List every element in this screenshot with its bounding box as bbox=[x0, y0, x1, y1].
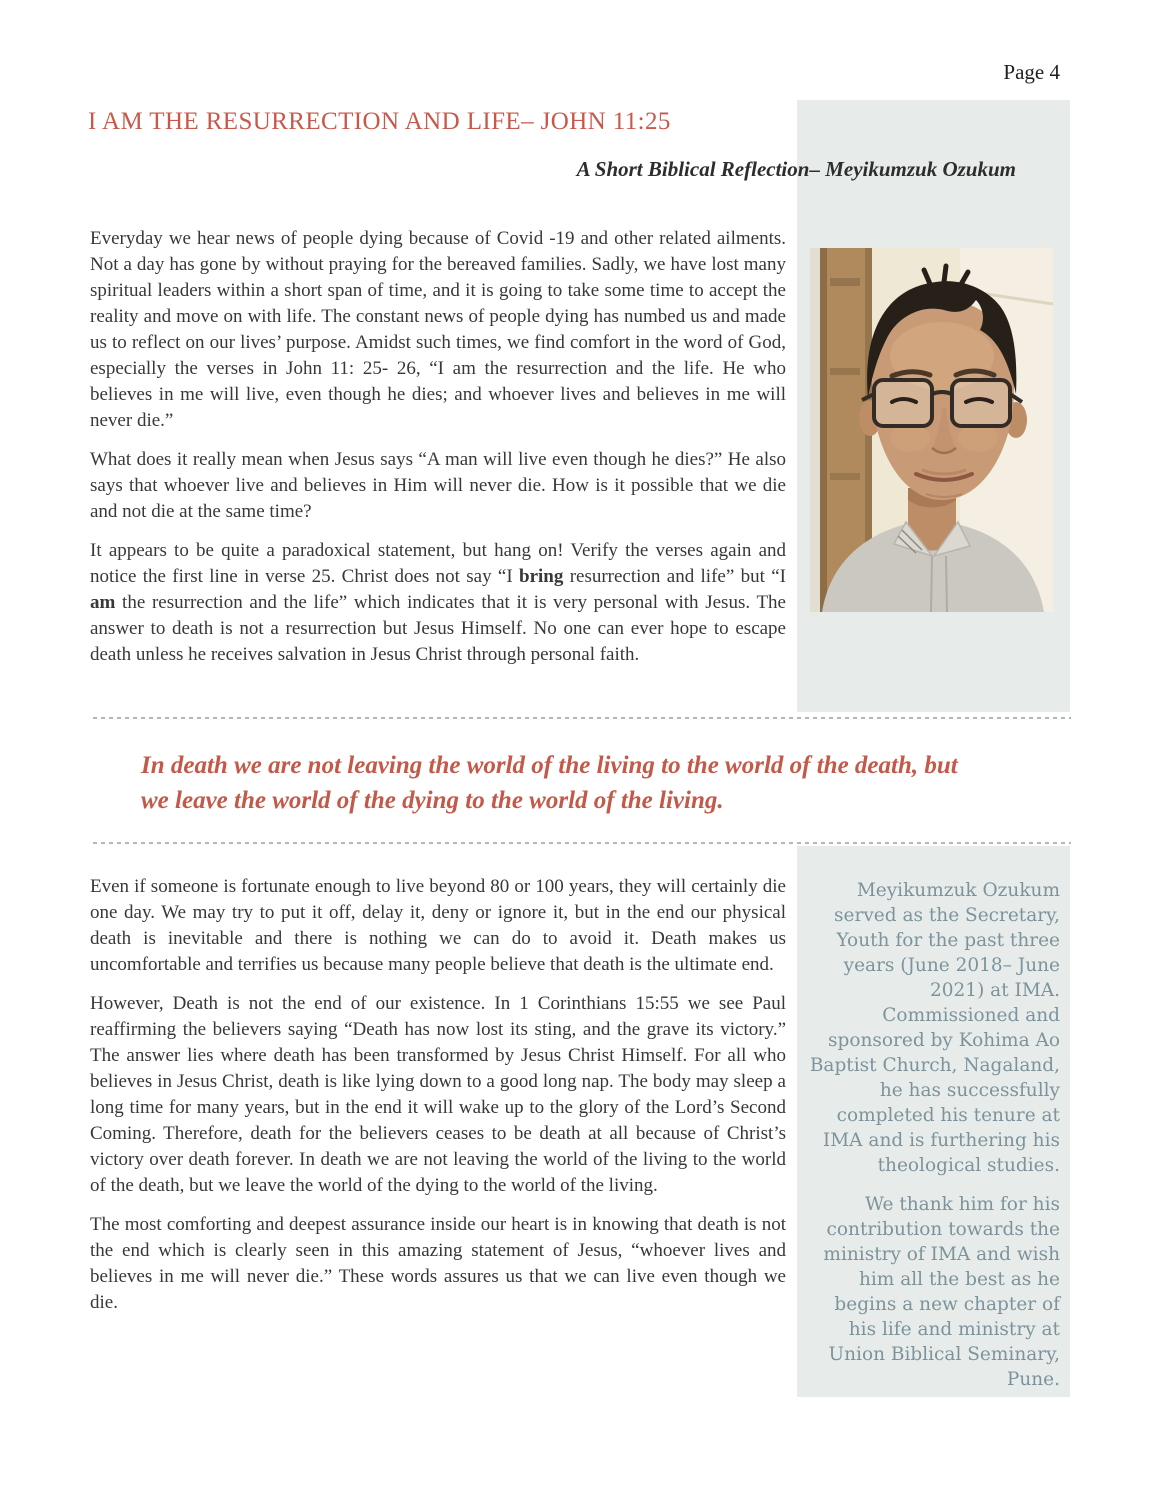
article-subtitle: A Short Biblical Reflection– Meyikumzuk Ozukum bbox=[576, 157, 1016, 181]
article-body-bottom bbox=[90, 874, 786, 1329]
pull-quote-band bbox=[0, 712, 1159, 846]
sidebar-bio bbox=[808, 878, 1060, 1406]
dotted-divider-bottom bbox=[93, 842, 1071, 844]
sidebar-bio-paragraph-2: We thank him for his contribution towards the ministry of IMA and wish him all the best as he begins a new chapter of his life and ministry at Union Biblical Seminary, Pune. bbox=[823, 1194, 1060, 1390]
article-paragraph-1: Everyday we hear news of people dying because of Covid -19 and other related ailments. Not a day has gone by without praying for the bereaved families. Sadly, we have lost many spiritual leaders within a short span of time, and it is going to take some time to accept the reality and move on with life. The constant news of people dying has numbed us and made us to reflect on our lives’ purpose. Amidst such times, we find comfort in the word of God, especially the verses in John 11: 25- 26, “I am the resurrection and the life. He who believes in me will live, even though he dies; and whoever lives and believes in me will never die.” bbox=[90, 228, 786, 431]
article-paragraph-6: The most comforting and deepest assurance inside our heart is in knowing that death is not the end which is clearly seen in this amazing statement of Jesus, “whoever lives and believes in me will never die.” These words assures us that we can live even though we die. bbox=[90, 1214, 786, 1313]
pull-quote: In death we are not leaving the world of the living to the world of the death, but we leave the world of the dying to the world of the living. bbox=[141, 752, 958, 814]
article-paragraph-4: Even if someone is fortunate enough to live beyond 80 or 100 years, they will certainly die one day. We may try to put it off, delay it, deny or ignore it, but in the end our physical death is inevitable and there is nothing we can do to avoid it. Death makes us uncomfortable and terrifies us because many people believe that death is the ultimate end. bbox=[90, 876, 786, 975]
article-body-top bbox=[90, 226, 786, 681]
article-paragraph-3: It appears to be quite a paradoxical statement, but hang on! Verify the verses again and notice the first line in verse 25. Christ does not say “I bring resurrection and life” but “I am the resurrection and the life” which indicates that it is very personal with Jesus. The answer to death is not a resurrection but Jesus Himself. No one can ever hope to escape death unless he receives salvation in Jesus Christ through personal faith. bbox=[90, 540, 786, 665]
dotted-divider-top bbox=[93, 717, 1071, 719]
portrait-photo bbox=[810, 248, 1053, 612]
page-number: Page 4 bbox=[1003, 60, 1060, 84]
article-title: I AM THE RESURRECTION AND LIFE– JOHN 11:25 bbox=[88, 108, 671, 135]
article-paragraph-5: However, Death is not the end of our existence. In 1 Corinthians 15:55 we see Paul reaffirming the believers saying “Death has now lost its sting, and the grave its victory.” The answer lies where death has been transformed by Jesus Christ Himself. For all who believes in Jesus Christ, death is like lying down to a good long nap. The body may sleep a long time for many years, but in the end it will wake up to the glory of the Lord’s Second Coming. Therefore, death for the believers ceases to be death at all because of Christ’s victory over death forever. In death we are not leaving the world of the living to the world of the death, but we leave the world of the dying to the world of the living. bbox=[90, 993, 786, 1196]
portrait-photo-illustration bbox=[810, 248, 1053, 612]
article-paragraph-2: What does it really mean when Jesus says “A man will live even though he dies?” He also says that whoever live and believes in Him will never die. How is it possible that we die and not die at the same time? bbox=[90, 449, 786, 522]
sidebar-bio-paragraph-1: Meyikumzuk Ozukum served as the Secretary, Youth for the past three years (June 2018– June 2021) at IMA. Commissioned and sponsored by Kohima Ao Baptist Church, Nagaland, he has successfully completed his tenure at IMA and is furthering his theological studies. bbox=[809, 880, 1060, 1176]
emphasis-bring: bring bbox=[519, 566, 564, 587]
emphasis-am: am bbox=[90, 592, 116, 613]
